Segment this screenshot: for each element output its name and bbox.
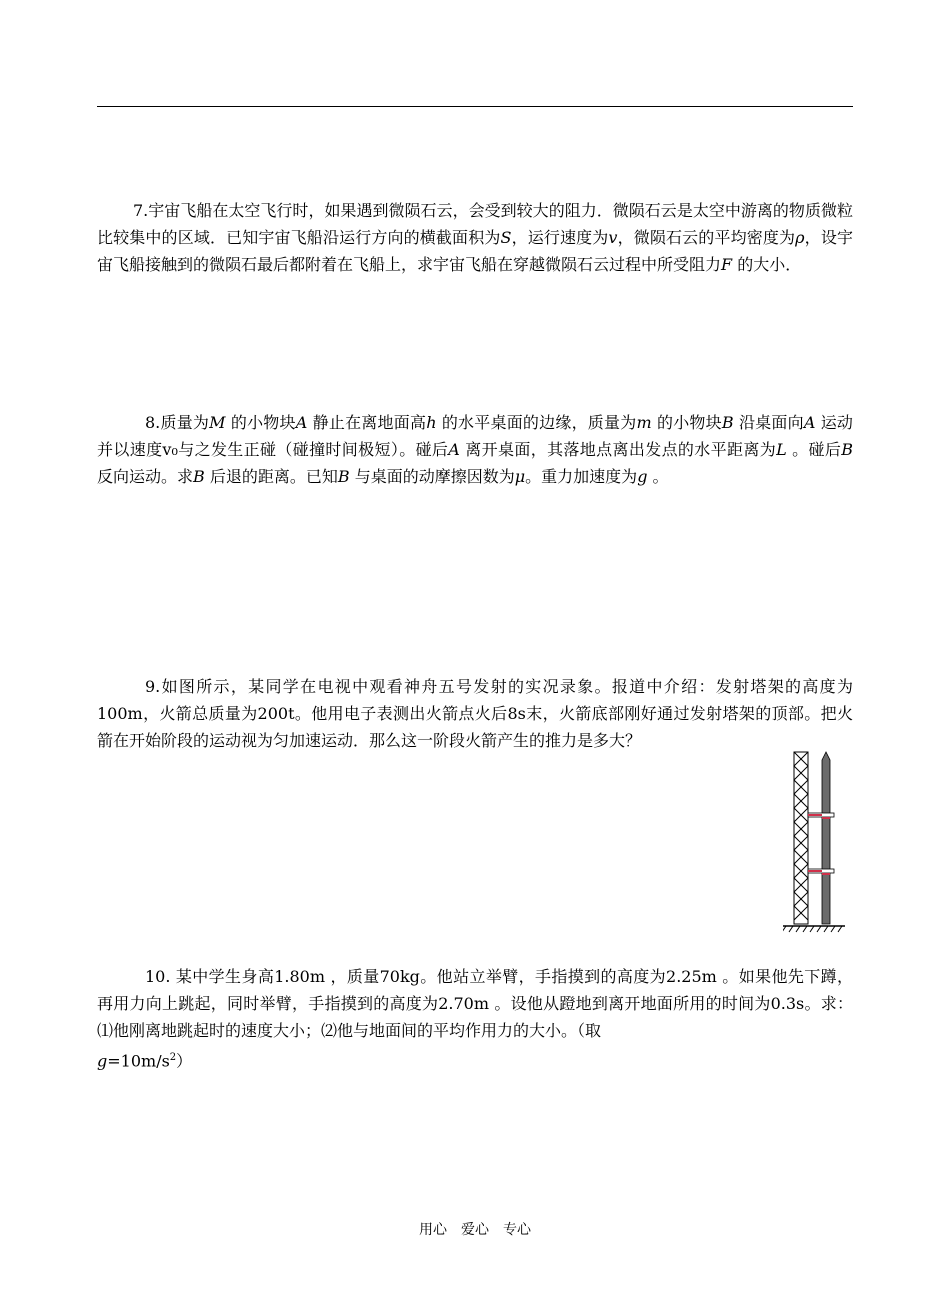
problem-8: 8.质量为M 的小物块A 静止在离地面高h 的水平桌面的边缘，质量为m 的小物块B 沿桌面向A 运动并以速度v₀与之发生正碰（碰撞时间极短）。碰后A 离开桌面，其落地点离出发点的水平距离为L 。碰后B 反向运动。求B 后退的距离。已知B 与桌面的动摩擦因数为μ。重力加速度为g 。 [97,413,853,486]
problem-10: 10. 某中学生身高1.80m ，质量70kg。他站立举臂，手指摸到的高度为2.25m 。如果他先下蹲，再用力向上跳起，同时举臂，手指摸到的高度为2.70m 。设他从蹬地到离开地面所用的时间为0.3s。求：⑴他刚离地跳起时的速度大小；⑵他与地面间的平均作用力的大小。（取 $g=10m/s^2$） [97,967,853,1071]
page-footer: 用心 爱心 专心 [419,1222,531,1238]
header-rule [97,106,853,107]
problem-7: 7.宇宙飞船在太空飞行时，如果遇到微陨石云，会受到较大的阻力．微陨石云是太空中游离的物质微粒比较集中的区域．已知宇宙飞船沿运行方向的横截面积为S，运行速度为v，微陨石云的平均密度为ρ，设宇宙飞船接触到的微陨石最后都附着在飞船上，求宇宙飞船在穿越微陨石云过程中所受阻力F 的大小． [97,201,853,274]
launch-tower-figure [783,750,849,934]
problem-9: 9.如图所示，某同学在电视中观看神舟五号发射的实况录象。报道中介绍：发射塔架的高度为100m，火箭总质量为200t。他用电子表测出火箭点火后8s末，火箭底部刚好通过发射塔架的顶部。把火箭在开始阶段的运动视为匀加速运动．那么这一阶段火箭产生的推力是多大？ [97,677,853,750]
